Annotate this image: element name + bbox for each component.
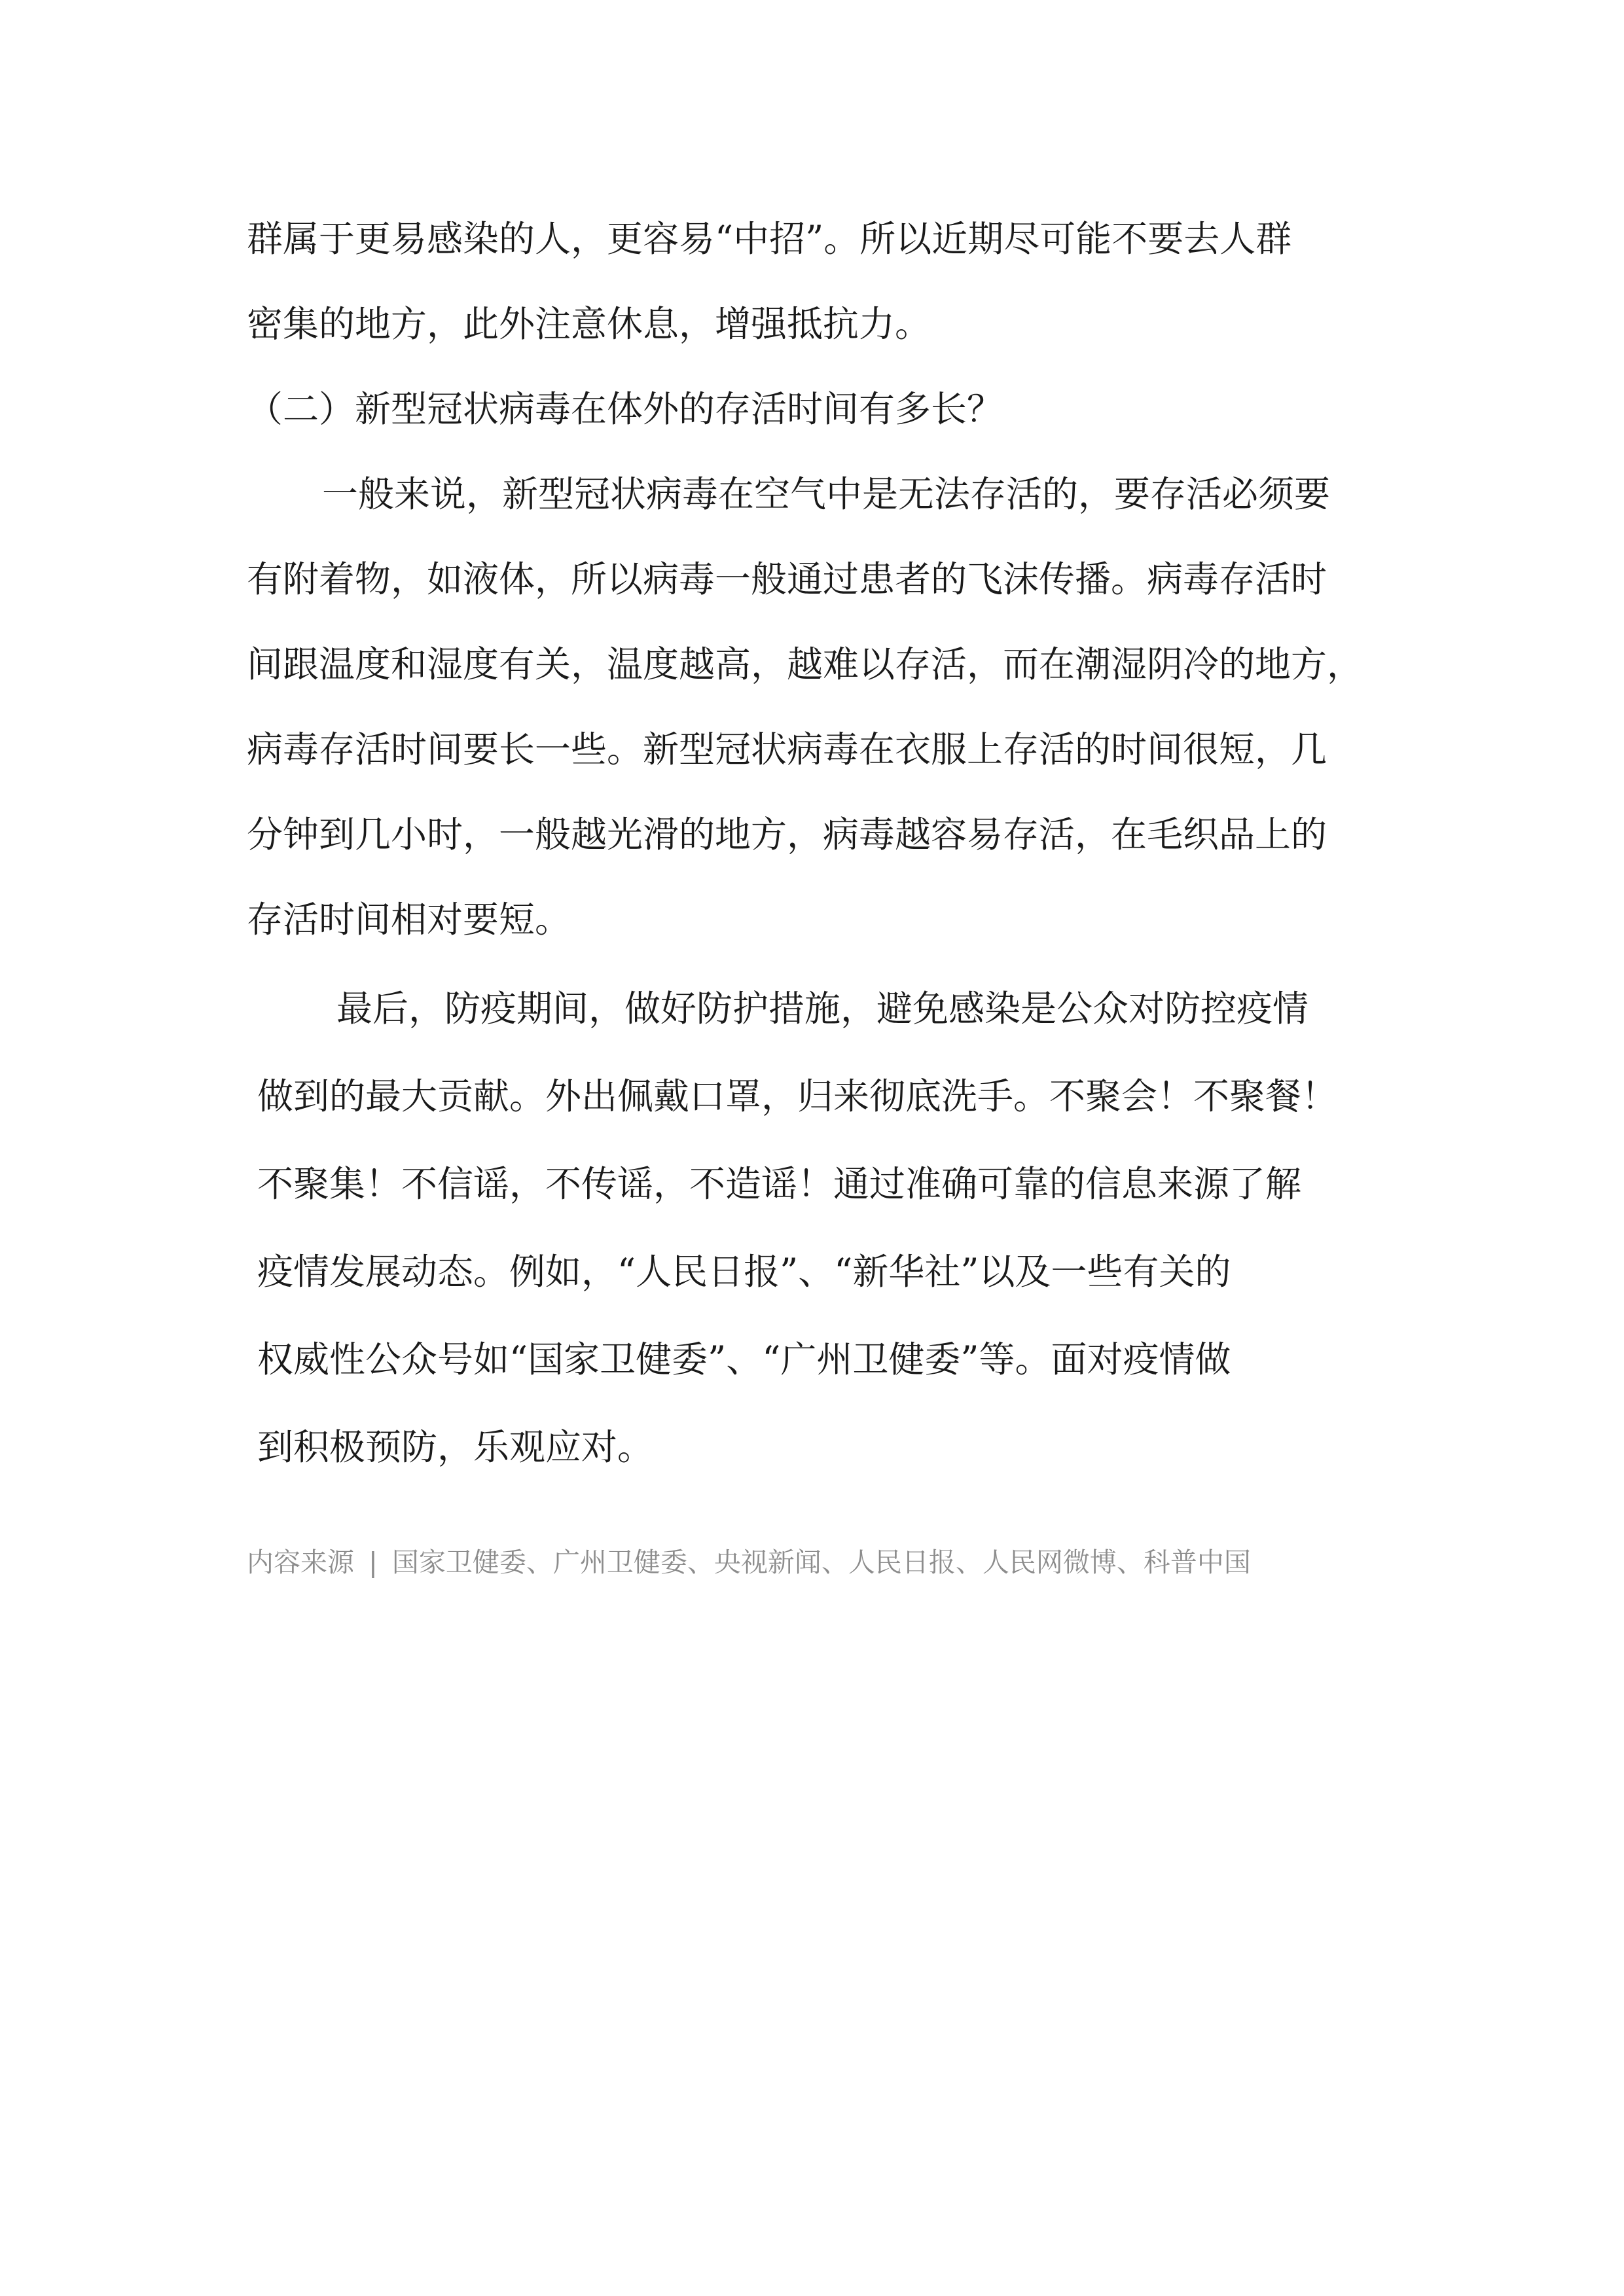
- paragraph-line: 不聚集！不信谣，不传谣，不造谣！通过准确可靠的信息来源了解: [257, 1163, 1302, 1205]
- source-list: 国家卫健委、广州卫健委、央视新闻、人民日报、人民网微博、科普中国: [391, 1547, 1251, 1578]
- source-label: 内容来源: [247, 1547, 354, 1578]
- paragraph-line: 存活时间相对要短。: [247, 899, 571, 941]
- paragraph-line: 一般来说，新型冠状病毒在空气中是无法存活的，要存活必须要: [322, 473, 1331, 515]
- source-note: [247, 1545, 1251, 1580]
- paragraph-line: 病毒存活时间要长一些。新型冠状病毒在衣服上存活的时间很短，几: [247, 728, 1327, 770]
- paragraph-line: 间跟温度和湿度有关，温度越高，越难以存活，而在潮湿阴冷的地方，: [247, 643, 1363, 685]
- paragraph-line: 群属于更易感染的人，更容易“中招”。所以近期尽可能不要去人群: [247, 218, 1292, 260]
- paragraph-line: 分钟到几小时，一般越光滑的地方，病毒越容易存活，在毛织品上的: [247, 814, 1327, 855]
- section-heading: （二）新型冠状病毒在体外的存活时间有多长？: [247, 388, 1003, 430]
- paragraph-line: 最后，防疫期间，做好防护措施，避免感染是公众对防控疫情: [336, 988, 1309, 1030]
- paragraph-line: 到积极预防，乐观应对。: [257, 1426, 654, 1468]
- paragraph-line: 有附着物，如液体，所以病毒一般通过患者的飞沫传播。病毒存活时: [247, 558, 1327, 600]
- paragraph-line: 密集的地方，此外注意休息，增强抵抗力。: [247, 303, 931, 345]
- source-separator: |: [369, 1547, 378, 1578]
- paragraph-line: 做到的最大贡献。外出佩戴口罩，归来彻底洗手。不聚会！不聚餐！: [257, 1075, 1338, 1117]
- paragraph-line: 权威性公众号如“国家卫健委”、“广州卫健委”等。面对疫情做: [257, 1338, 1231, 1380]
- paragraph-line: 疫情发展动态。例如，“人民日报”、“新华社”以及一些有关的: [257, 1251, 1231, 1293]
